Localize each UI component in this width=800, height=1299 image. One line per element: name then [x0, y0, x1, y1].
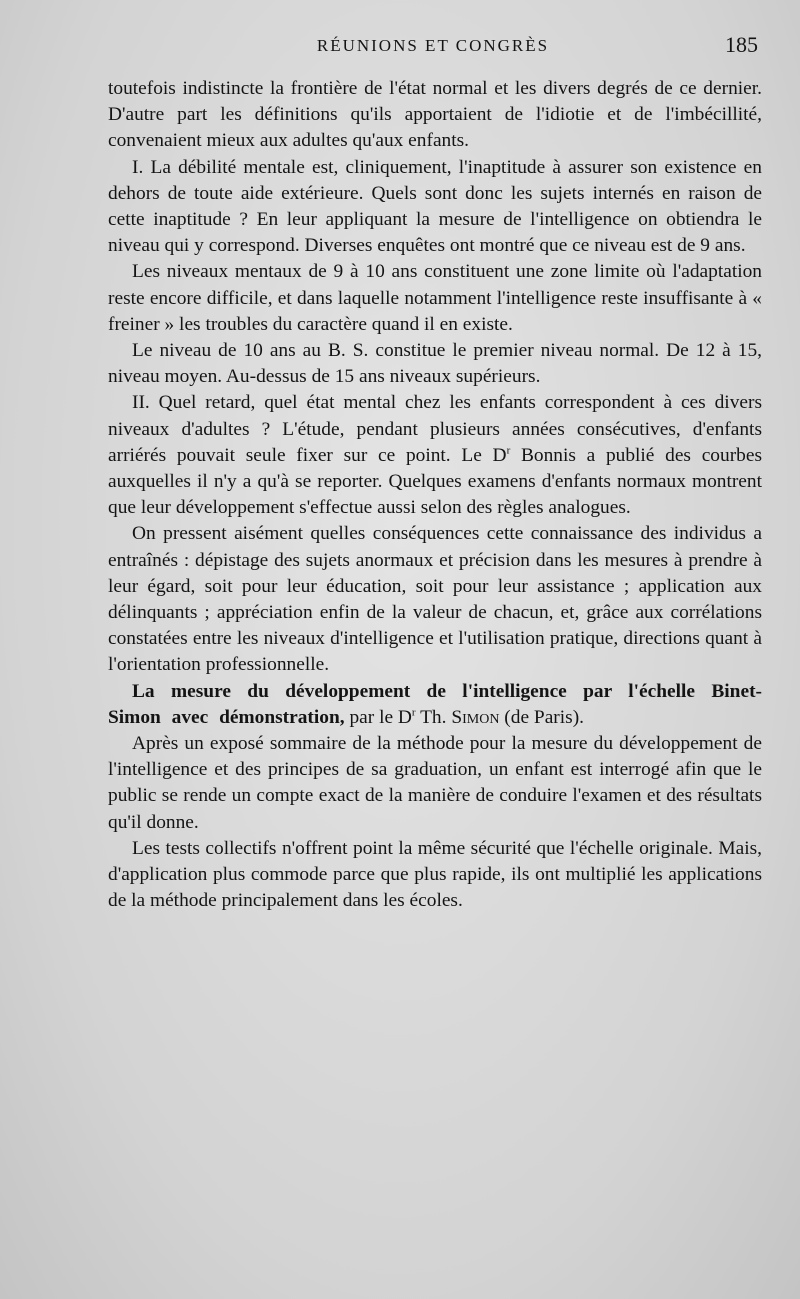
paragraph-niveaux-mentaux: Les niveaux mentaux de 9 à 10 ans constituent une zone limite où l'adaptation reste encore difficile, et dans laquelle notamment l'intelligence reste insuffisante à « freiner » les troubles du caractère quand il en existe.	[108, 261, 762, 335]
section-author-last: Simon	[451, 706, 500, 728]
paragraph-consequences: On pressent aisément quelles conséquences cette connaissance des individus a entraînés : dépistage des sujets anormaux et précision dans les mesures à prendre à leur égard, soit pour leur éducation, soit pour leur assistance ; application aux délinquants ; appréciation enfin de la valeur de chacun, et, grâce aux corrélations constatées entre les niveaux d'intelligence et l'utilisation pratique, directions quant à l'orientation professionnelle.	[108, 523, 762, 676]
paragraph-retard-part-1: II. Quel retard, quel état mental chez les enfants correspondent à ces divers niveaux d'adultes ? L'étude, pendant plusieurs années consécutives, d'enfants arriérés pouvait seule fixer sur ce point. Le D	[108, 392, 762, 466]
paragraph-continued: toutefois indistincte la frontière de l'état normal et les divers degrés de ce dernier. D'autre part les définitions qu'ils apportaient de l'idiotie et de l'imbécillité, convenaient mieux aux adultes qu'aux enfants.	[108, 78, 762, 152]
body-text	[108, 76, 762, 915]
section-doctor-superscript: r	[411, 706, 416, 719]
paragraph-retard-part-2: Bonnis a publié des courbes auxquelles il n'y a qu'à se reporter. Quelques examens d'enfants normaux montrent que leur développement s'effectue aussi selon des règles analogues.	[108, 444, 763, 519]
section-author-place: (de Paris).	[499, 706, 584, 728]
section-paragraph-expose: Après un exposé sommaire de la méthode pour la mesure du développement de l'intelligence et des principes de sa graduation, un enfant est interrogé afin que le public se rende un compte exact de la manière de conduire l'examen et des résultats qu'il donne.	[108, 733, 762, 833]
section-paragraph-tests: Les tests collectifs n'offrent point la même sécurité que l'échelle originale. Mais, d'application plus commode parce que plus rapide, ils ont multiplié les applications de la méthode principalement dans les écoles.	[108, 837, 762, 912]
paragraph-retard	[108, 390, 762, 521]
doctor-superscript: r	[506, 444, 511, 457]
section-author-first: Th.	[415, 706, 452, 728]
paragraph-debilite: I. La débilité mentale est, cliniquement, l'inaptitude à assurer son existence en dehors de toute aide extérieure. Quels sont donc les sujets internés en raison de cette inaptitude ? En leur appliquant la mesure de l'intelligence on obtiendra le niveau qui y correspond. Diverses enquêtes ont montré que ce niveau est de 9 ans.	[108, 156, 762, 257]
section-title-by: par le D	[344, 706, 412, 728]
running-header	[108, 32, 758, 62]
section-title-bold: La mesure du développement de l'intelligence par l'échelle Binet-Simon avec démonstration,	[108, 680, 762, 728]
paragraph-niveau-normal: Le niveau de 10 ans au B. S. constitue le premier niveau normal. De 12 à 15, niveau moyen. Au-dessus de 15 ans niveaux supérieurs.	[108, 340, 762, 388]
running-title: RÉUNIONS ET CONGRÈS	[316, 36, 550, 55]
page-number: 185	[725, 32, 758, 57]
section-title	[108, 679, 762, 731]
